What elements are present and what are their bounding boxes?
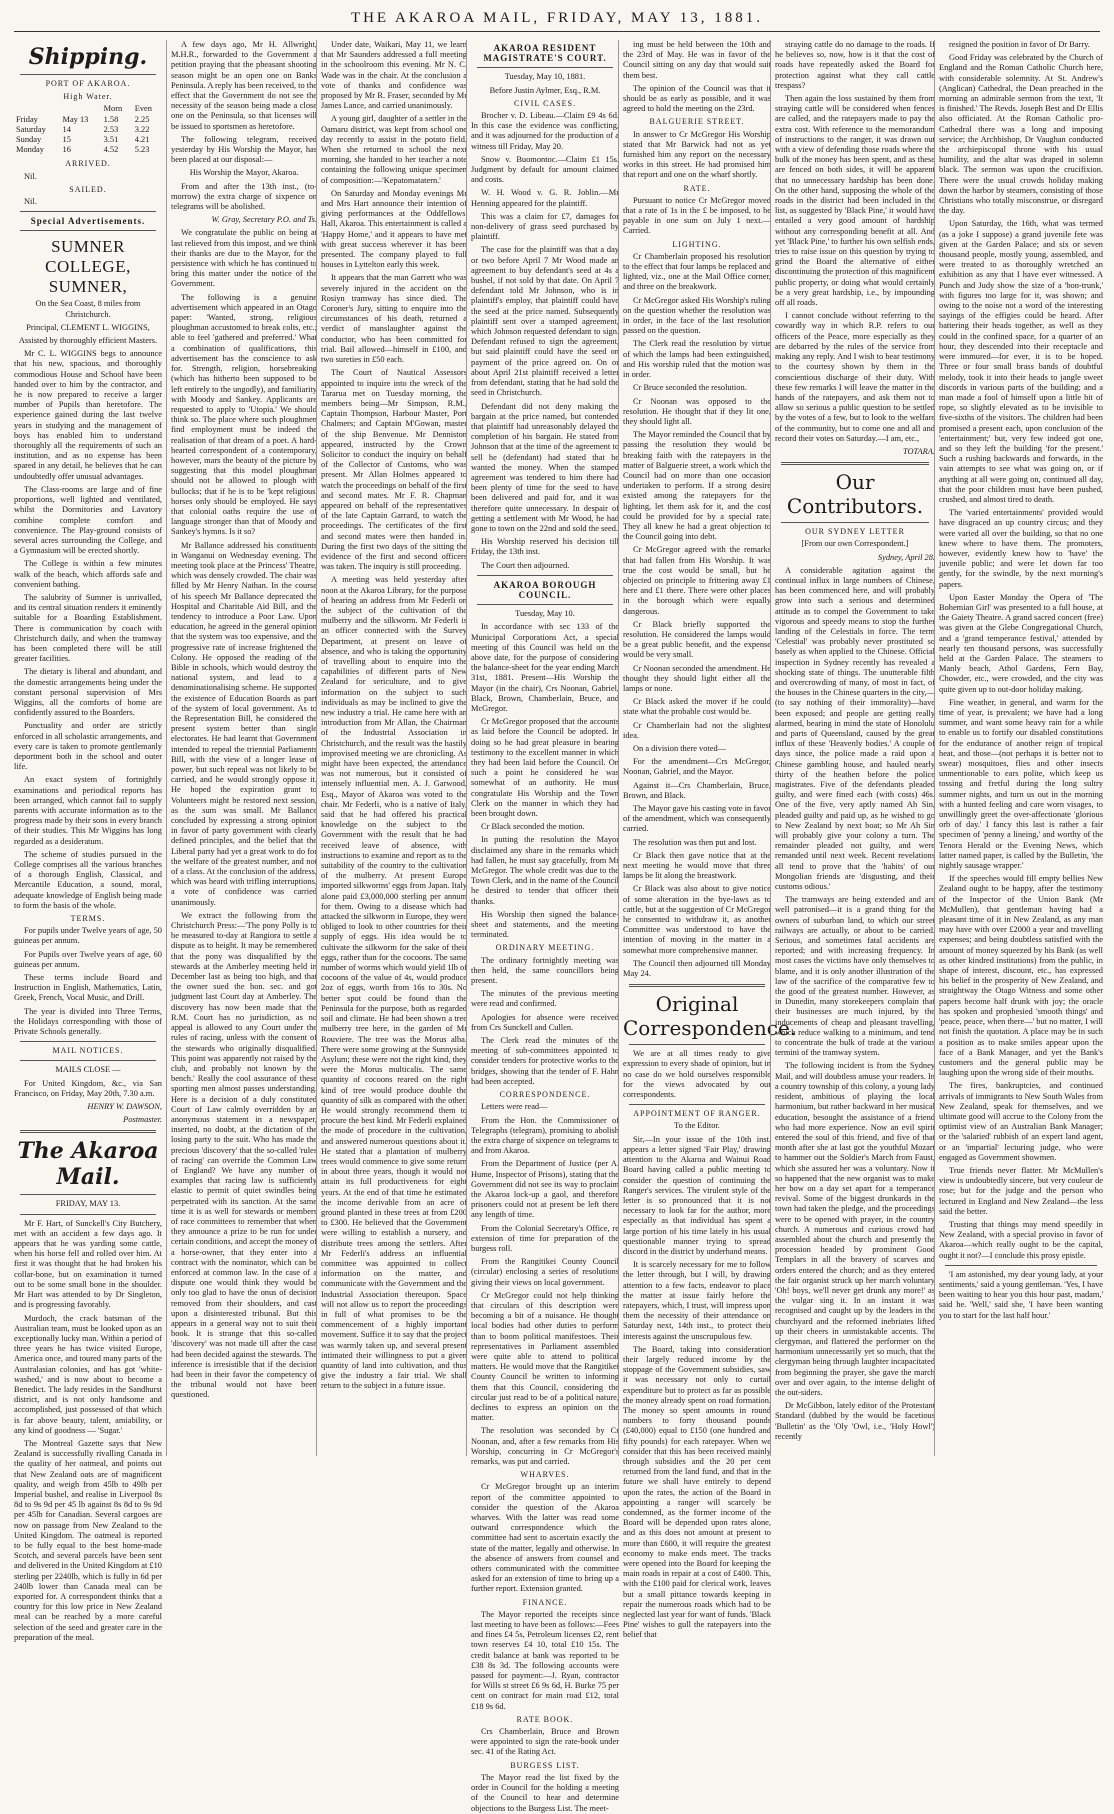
article-paragraph: His Worship the Mayor, Akaroa. — [189, 168, 299, 178]
college-assisted: Assisted by thoroughly efficient Masters. — [18, 336, 158, 346]
tide-row — [14, 115, 162, 125]
tide-cell: 2.53 — [103, 124, 119, 134]
divider — [477, 67, 613, 68]
article-paragraph: Then again the loss sustained by them from straying cattle will be considered when fences are called, and the ratepayers made to pay the extra cost. With reference to the memorandum of instructions to the ranger, it was drawn out with a view of defending those roads where the bulk of the money has been spent, and as these are fenced on both sides, it will be apparent that no unnecessary hardship has been done. On the other hand, supposing the whole of the roads in the district had been included in the list, as suggested by 'Black Pine,' it would have entailed a very good amount of hardship without any corresponding benefit at all. And yet 'Black Pine,' to further his own selfish ends, tries to raise issue on this question by trying to grind the Board the alternative of either discontinuing the protection of this magnificent public property, or doing what would certainly be a very great hardship, i.e., by impounding off all roads. — [775, 94, 935, 308]
divider — [20, 1060, 156, 1061]
shipping-heading: Shipping. — [28, 44, 148, 70]
article-paragraph: The salubrity of Sumner is unrivalled, and its central situation renders it eminently suitable for a Boarding Establishment. There is communication by coach with Christchurch daily, and when the tramway has been completed there will be still greater facilities. — [14, 592, 162, 664]
article-paragraph: Defendant did not deny making the bargain at the price named, but contended that plaintiff had unreasonably delayed the completion of his bargain. He stated from Johnson that at the time of the agreement to sell he (defendant) had stated that he wanted the money. When the stamped agreement was tendered to him there had been plenty of time for the seed to have been delivered and paid for, and it was therefore quite unnecessary. In despair of getting a settlement with Mr Wood, he had gone to town on the 22nd and sold the seed. — [471, 401, 619, 533]
article-paragraph: The Clerk read the resolution by virtue of which the lamps had been extinguished, and His worship ruled that the motion was in order. — [623, 339, 771, 380]
subheading: RATE. — [683, 183, 711, 193]
sailed-text: Nil. — [24, 197, 37, 207]
section-heading: AKAROA BOROUGH COUNCIL. — [493, 579, 597, 600]
article-paragraph: straying cattle do no damage to the roads. If he believes so, now, how is it that the cost of roads have repeatedly asked the Board for protection against what they call cattle trespass? — [775, 40, 935, 90]
article-paragraph: The Mayor read the list fixed by the order in Council for the holding a meeting of the Council to hear and determine objections to the Burgess List. The meet- — [471, 1772, 619, 1813]
tide-row — [14, 125, 162, 135]
tide-cell: 14 — [62, 124, 71, 134]
divider — [781, 462, 929, 465]
tide-header-row — [14, 104, 162, 114]
article-paragraph: From the Department of Justice (per A. Hume, Inspector of Prisons), stating that the Government did not see its way to proclaim the Akaroa lock-up a gaol, and therefore prisoners could not at present be left there any length of time. — [471, 1159, 619, 1220]
divider — [629, 1044, 765, 1045]
subheading: OUR SYDNEY LETTER — [805, 527, 905, 537]
subheading: WHARVES. — [520, 1470, 570, 1480]
article-paragraph: The 'varied entertainments' provided would have disgraced an up country circus; and they were varied all over the building, so that no one knew where to have them. The promoters, however, evidently knew how to 'have' the juvenile public; and were let down far too gently, for the swindle, by the next morning's papers. — [939, 508, 1103, 589]
divider — [20, 1130, 156, 1133]
article-paragraph: It appears that the man Garrett who was severely injured in the accident on the Rosiyn tramway has since died. The Coroner's Jury, sitting to enquire into the circumstances of his death, returned a verdict of manslaughter against the conductor, who has been committed for trial. Bail allowed—himself in £100, and two sureties in £50 each. — [321, 273, 467, 365]
article-paragraph: The tramways are being extended and are well patronised—it is a grand thing for the owners of suburban land, to which our street railways are actually, or about to be carried. Serious, and sometimes fatal accidents are reported; and with increasing frequency. In most cases the victims have only themselves to blame, and it is only another illustration of the law of the sacrifice of the comparative few to the good of the greatest number. However, as in Dunedin, many storekeepers complain that their businesses are much injured, by the inducements of cheap and pleasant travelling, which reduce walking to a minimum, and tend to concentrate the bulk of trade at the various termini of the tramway system. — [775, 895, 935, 1058]
article-paragraph: From the Rangitikei County Council (circular) enclosing a series of resolutions giving their views on local government. — [471, 1257, 619, 1287]
article-paragraph: For pupils under Twelve years of age, 50 guineas per annum. — [14, 926, 162, 946]
article-paragraph: Fine weather, in general, and warm for the time of year, is prevalent; we have had a long summer, and want some heavy rain for a while to enable us to fortify our disabled constitutions for the endurance of another reign of tropical heat, and those—(not perhaps it is better not to swear) mosquitoes, flies and other insects unmentionable to ears polite, which keep us tossing and fretful during the long sultry summer nights, and turn us out in the morning with a hunted feeling and care worn visages, to unwillingly greet the over-affectionate 'glorious orb of day.' I fancy this last is rather a fair specimen of 'penny a lineing,' and worthy of the Tenora Herald or the Evening News, which latter named paper, is called by the Bulletin, 'the nightly sausage wrapper.' — [939, 697, 1103, 871]
postmaster-name: HENRY W. DAWSON, — [87, 1102, 162, 1112]
tide-header-cell: Morn — [103, 104, 123, 114]
article-paragraph: We are at all times ready to give expression to every shade of opinion, but in no case do we hold ourselves responsible for the views advocated by our correspondents. — [623, 1049, 771, 1100]
article-paragraph: The College is within a few minutes walk of the beach, which affords safe and convenient bathing. — [14, 559, 162, 589]
subheading: ORDINARY MEETING. — [495, 943, 595, 953]
article-paragraph: Cr Chamberlain had not the slightest idea. — [623, 720, 771, 740]
subheading: LIGHTING. — [672, 239, 722, 249]
article-paragraph: Murdoch, the crack batsman of the Australian team, must be looked upon as an exceptionally lucky man. Within a period of three years he has twice visited Europe, America once, and toured many parts of the Australasian colonies, and has got 'white-washed,' and is now about to become a Benedict. The lady resides in the Sandhurst district, and is not only handsome and accomplished, just possessed of that which is far above beauty, talent, amiability, or any kind of goodness — 'Sugar.' — [14, 1313, 162, 1435]
article-paragraph: From the Hon. the Commissioner of Telegraphs (telegram), promising to abolish the extra charge of sixpence on telegrams to and from Akaroa. — [471, 1115, 619, 1156]
article-paragraph: A few days ago, Mr H. Allwright, M.H.R., forwarded to the Government a petition praying that the pheasant shooting season might be an open one on Banks Peninsula. A reply has been received, to the effect that the Government do not see the necessity of the season being made a close one on the Peninsula, so that licenses will be issued to sportsmen as heretofore. — [171, 40, 317, 131]
signature: W. Gray, Secretary P.O. and Ts. — [211, 215, 317, 225]
column-5 — [618, 40, 797, 1640]
article-paragraph: If the speeches would fill empty bellies New Zealand ought to be happy, after the testimony of the Inspector of the Union Bank (Mr McMullen), that gentleman having had a pleasant time of it in New Zealand, as any man may have with over £2000 a year and travelling expenses; and being doubtless satisfied with the amount of money squeezed by his Bank (as well as other kindred institutions) from the public, in shape of interest, discount, etc., has expressed his belief in the prosperity of New Zealand, and straightway the Otago Witness and some other papers become half drunk with joy; the oracle has spoken and prophesied 'smooth things' and 'peace, peace, when there—' but no matter, I will not finish the quotation. A place may be in such a position as to make smiles appear upon the face of a Bank Manager, and yet the Bank's customers and the general public may be laughing upon the wrong side of their mouths. — [939, 874, 1103, 1078]
article-paragraph: Cr McGregor brought up an interim report of the committee appointed to consider the question of the Akaroa wharves. With the latter was read some outward correspondence which the committee had sent to ascertain exactly the state of the matter, legally and otherwise. In the absence of answers from counsel and others communicated with the committee asked for an extension of time to bring up a further report. Extension granted. — [471, 1482, 619, 1594]
article-paragraph: The following incident is from the Sydney Mail, and will doubtless amuse your readers. In a country township of this colony, a young lady resident, ambitious of playing the local harmonium, but rather backward in her musical education, besought the assistance of a friend who had more experience. Now an evil spirit entered the soul of this friend, and five of that month after she at last got the youthful Mozart to hammer out the Soldier's March from Faust, which she assured her was a voluntary. Now it so happened that the new organist was to make her bow on a day set apart for a temperance revival. Some of the biggest drunkards in the town had taken the pledge, and the proceedings were to be opened with prayer, in the country church. A numerous and curious crowd had assembled about the church and presently the procession headed by prominent Good Templars in all the bravery of scarves and orders entered the church; and as they entered the fair organist struck up her march voluntary 'Oh! boys, we'll never get drunk any more!' as the vulgar sing it. In an instant it was recognised and caught up by the leaders in the churchyard and the reformed inebriates lifted up their cheers in unmistakable accents. The clergyman, and flattered the performer on the harmonium unnecessarily yet so much, that the clergyman being through laughter incapacitated from beginning the prayer, she gave the march over and over again, to the intense delight of the out-siders. — [775, 1061, 935, 1397]
divider — [20, 1041, 156, 1042]
arrived-heading: ARRIVED. — [65, 159, 111, 169]
column-4 — [466, 40, 619, 1813]
tide-row — [14, 145, 162, 155]
tide-cell: Saturday — [16, 124, 46, 134]
article-paragraph: From the Colonial Secretary's Office, re extension of time for preparation of the burgess roll. — [471, 1223, 619, 1253]
article-paragraph: We congratulate the public on being at last relieved from this impost, and we think their thanks are due to the Mayor, for the persistence with which he has continued to bring this matter under the notice of the Government. — [171, 228, 317, 289]
subheading: APPOINTMENT OF RANGER. — [633, 1109, 761, 1119]
our-contributors-heading: Our Contributors. — [786, 470, 924, 519]
article-paragraph: A considerable agitation against the continual influx in large numbers of Chinese, has been commenced here, and will probably grow into such a serious and determined attitude as to compel the Government to take vigorous and speedy means to stop the further landing of the Celestials in force. The term 'Celestial' was probably never prostituted so basely as when applied to the Chinese. Official inspection in Sydney recently has revealed a shocking state of things. The unutterable filth and overcrowding of many, of most in fact, of the houses in the Chinese quarters in the city,—(to say nothing of their immorality)—have been exposed; and people are getting really alarmed, bearing in mind the state of Honolulu and parts of Queensland, caused by the great influx of these 'Heavenly bodies.' A couple of days since, the police made a raid upon a Chinese gambling house, and hauled nearly thirty of the heathen before the police magistrates. Five of the defendants pleaded guilty, and were fined each (with costs) 46s. One of the five, very aptly named Ah Sin, pleaded guilty and paid up, as he wished to go to New Zealand by next boat; so Mr Ah Sin will probably give your colony a turn. The remainder pleaded not guilty, and were remanded until next week. Recent revelations all tend to prove that the 'habits' of our Mongolian friends are 'disgusting, and their customs odious.' — [775, 565, 935, 892]
high-water-heading: High Water. — [63, 92, 113, 102]
subheading: CORRESPONDENCE. — [499, 1090, 591, 1100]
subheading: FINANCE. — [522, 1597, 568, 1607]
article-paragraph: The Montreal Gazette says that New Zealand is successfully rivalling Canada in the quality of her oatmeal, and points out that New Zealand oats are of magnificent quality, and weigh from 45lb to 49lb per Imperial bushel, and realise in Liverpool 8s 8d to 9s 9d per 45 lb against 8s 8d to 9s 9d per 45lb for Canadian. Several cargoes are now on passage from New Zealand to the United Kingdom. The oatmeal is reported to be fully equal to the best home-made Scotch, and several parcels have been sent and delivered in the United Kingdom at £10 sterling per 2240lb, which is fully in 6d per 240lb lower than Canada meal can be exported for. A correspondent thinks that a country for this low price in New Zealand meal can be reached by a more careful selection of the seed and greater care in the preparation of the meal. — [14, 1438, 162, 1642]
article-paragraph: Mr F. Hart, of Sunckell's City Butchery, met with an accident a few days ago. It appears that he was yarding some cattle, when his horse fell and rolled over him. At first it was thought that he had broken his collar-bone, but on examination it turned out to be some small bone in the shoulder. Mr Hart was attended to by Dr Singleton, and is progressing favorably. — [14, 1218, 162, 1310]
article-paragraph: Mr C. L. WIGGINS begs to announce that his new, spacious, and thoroughly commodious House and School have been handed over to him by the contractor, and he is now prepared to receive a larger number of Pupils than heretofore. The experience gained during the last twelve years in studying and the management of boys has enabled him to understand thoroughly all the requirements of such an institution, and as no expense has been spared in any detail, he believes that he can undoubtedly offer unusual advantages. — [14, 349, 162, 481]
mails-close: MAILS CLOSE — — [55, 1065, 121, 1075]
article-paragraph: Cr McGregor agreed with the remarks that had fallen from His Worship. It was true the cost would be small, but he objected on principle to frittering away £1 here and £1 there. There were other places in the borough which were equally dangerous. — [623, 545, 771, 616]
article-paragraph: Cr Black briefly supported the resolution. He considered the lamps would be a great public benefit, and the expense would be very small. — [623, 619, 771, 660]
article-paragraph: Cr Noonan seconded the amendment. He thought they should light either all the lamps or none. — [623, 663, 771, 693]
tide-cell: 3.51 — [103, 135, 119, 145]
column-6 — [770, 40, 935, 1456]
divider — [20, 211, 156, 212]
article-paragraph: Apologies for absence were received from Crs Sunckell and Cullen. — [471, 1012, 619, 1032]
tide-cell: 4.21 — [134, 135, 150, 145]
subheading: BURGESS LIST. — [510, 1760, 580, 1770]
tide-cell: 4.52 — [103, 145, 119, 155]
college-subtitle: On the Sea Coast, 8 miles from Christchurch. — [35, 299, 141, 319]
terms-heading: TERMS. — [70, 914, 106, 924]
article-paragraph: Trusting that things may mend speedily in New Zealand, with a special proviso in favor of Akaroa—which really ought to be the capital, ought it not?—I conclude this prosy epistle. — [939, 1219, 1103, 1260]
article-paragraph: In putting the resolution the Mayor disclaimed any share in the remarks which had fallen, he must say gracefully, from Mr McGregor. The whole credit was due to the Town Clerk, and in the name of the Council he desired to tender that officer their thanks. — [471, 835, 619, 906]
article-paragraph: The following telegram, received yesterday by His Worship the Mayor, has been placed at our disposal:— — [171, 134, 317, 165]
article-paragraph: The Class-rooms are large and of fine proportions, well lighted and ventilated, whilst the Dormitories and Lavatory combine complete comfort and convenience. The Play-ground consists of several acres surrounding the College, and a Gymnasium will be erected shortly. — [14, 484, 162, 556]
article-paragraph: Cr Black asked the mover if he could state what the probable cost would be. — [623, 697, 771, 717]
column-2 — [166, 40, 317, 1456]
article-paragraph: The Court of Nautical Assessors appointed to inquire into the wreck of the Tararua met on Tuesday morning, the members being—Mr Simpson, R.M., Captain Thompson, Harbour Master, Port Chalmers; and Captain M'Gowan, master of the ship Benvenue. Mr Denniston appeared, instructed by the Crown Solicitor to conduct the inquiry on behalf of the Collector of Customs, who was present. Mr Allan Holmes appeared to watch the proceedings on behalf of the first and second mates. Mr F. R. Chapman appeared on behalf of the representatives of the late Captain Garrard, to watch the proceedings. The certificates of the first and second mates were then handed in. During the first two days of the sitting the evidence of the first and second officers was taken. The inquiry is still proceeding. — [321, 368, 467, 572]
article-paragraph: Upon Easter Monday the Opera of 'The Bohemian Girl' was presented to a full house, at the Gaiety Theatre. A grand sacred concert (free) was given at the Glebe Congregational Church, and a 'grand temperance festival,' attended by nearly ten thousand persons, was successfully held at the Garden Palace. The steamers to Manly beach, Athol Gardens, Fern Bay, Chowder, etc., were crowded, and the city was quite given up to out-door holiday making. — [939, 592, 1103, 694]
article-paragraph: Cr Bruce seconded the resolution. — [633, 383, 747, 393]
article-paragraph: Punctuality and order are strictly enforced in all scholastic arrangements, and every care is taken to promote gentlemanly deportment both in the school and outer life. — [14, 721, 162, 772]
article-paragraph: The following is a genuine advertisement which appeared in an Otago paper: 'Wanted, strong, religious ploughman accustomed to break colts, etc.; able to feel 'gathered and preferred.' What a combination of qualifications, this advertisement has the conscience to ask for. Strength, religion, horsebreaking (which has hitherto been supposed to be left entirely to the ungodly), and familiarity with Moody and Sankey. Applicants are requested to apply to 'Utopia.' We should think so. The place where such ploughmen find employment must be indeed the realisation of that dream of a poet. A hard-hearted correspondent of a contemporary, however, mars the beauty of the picture by suggesting that this model ploughman should not be allowed to plough with bullocks; that if he is to be 'kept religious' horses only should be employed. He says that colonial oaths require the use of language stronger than that of Moody and Sankey's hymns. Is it so? — [171, 292, 317, 537]
article-paragraph: His Worship then signed the balance-sheet and statements, and the meeting terminated. — [471, 909, 619, 940]
article-paragraph: Cr McGregor asked His Worship's ruling on the question whether the resolution was in order, in the face of the last resolution passed on the question. — [623, 295, 771, 336]
divider — [20, 1194, 156, 1195]
date-line: FRIDAY, MAY 13. — [55, 1199, 121, 1209]
article-paragraph: Crs Chamberlain, Bruce and Brown were appointed to sign the rate-book under sec. 41 of the Rating Act. — [471, 1727, 619, 1757]
article-paragraph: The fires, bankruptcies, and continued arrivals of immigrants to New South Wales from New Zealand, speak for themselves, and we ultimate good will accrue to the Colony from the optimist view of an Australian Bank Manager; or the 'salaried' rubbish of an expert land agent, or an 'impartial' lecturing judge, who were engaged as Government showmen. — [939, 1081, 1103, 1162]
paper-title: The Akaroa Mail. — [17, 1138, 159, 1191]
article-paragraph: Cr McGregor could not help thinking that circulars of this description were becoming a bit of a nuisance. He thought local bodies had other duties to perform than to boom political manifestoes. Their representatives in Parliament assembled were quite able to attend to political matters. He would move that the Rangitikei County Council be written to informing them that this Council, considering the circular just read to be of a political nature, declines to express an opinion on the matter. — [471, 1290, 619, 1423]
article-paragraph: True friends never flatter. Mr McMullen's view is undoubtedly sincere, but very couleur de rose; but for the judge and the person who lectured in England and New Zealand—the less said the better. — [939, 1165, 1103, 1216]
tide-header-cell — [61, 104, 102, 114]
college-principal: Principal, CLEMENT L. WIGGINS, — [26, 322, 150, 332]
newspaper-columns — [14, 40, 1103, 1813]
tide-cell: Monday — [16, 145, 44, 155]
article-paragraph: The minutes of the previous meeting were read and confirmed. — [471, 989, 619, 1009]
tide-header-cell: Even — [134, 104, 152, 114]
article-paragraph: The Mayor reported the receipts since last meeting to have been as follows:—Fees and fines £4 5s, Petroleum licenses £2, rent town reserves £4 10, total £10 15s. The credit balance at bank was reported to be £38 8s 3d. The following accounts were passed for payment:—J. Ryan, contractor for Wills st street £6 9s 6d, H. Burke 75 per cent on contract for main road £12, total £18 9s 6d. — [471, 1609, 619, 1711]
article-paragraph: On Saturday and Monday evenings Mr and Mrs Hart announce their intention of giving performances at the Oddfellows' Hall, Akaroa. This entertainment is called a 'Happy Home,' and it appears to have met with great success wherever it has been presented. The company played to full houses in Lyttelton early this week. — [321, 188, 467, 270]
article-paragraph: Cr Black seconded the motion. — [481, 822, 585, 832]
tide-cell: Friday — [16, 114, 38, 124]
article-paragraph: It is scarcely necessary for me to follow the letter through, but I will, by drawing attention to a few facts, endeavor to place the matter at issue fairly before the ratepayers, which, I trust, will impress upon them the necessity of their attendance on Saturday next, 14th inst., to protect their interests against the unscrupulous few. — [623, 1260, 771, 1341]
article-paragraph: The Mayor gave his casting vote in favor of the amendment, which was consequently carried. — [623, 804, 771, 834]
article-paragraph: The scheme of studies pursued in the College comprises all the various branches of a thorough English, Classical, and Mercantile Education, a sound, moral, adequate knowledge of English being made to form the basis of the whole. — [14, 849, 162, 910]
to-the-editor: To the Editor. — [674, 1121, 720, 1131]
special-ads-heading: Special Advertisements. — [30, 216, 146, 227]
article-paragraph: This was a claim for £7, damages for non-delivery of grass seed purchased by plaintiff. — [471, 211, 619, 242]
article-paragraph: An exact system of fortnightly examinations and periodical reports has been arranged, which cannot fail to supply parents with accurate information as to the progress made by their sons in every branch of their studies. This Mr Wiggins has long regarded as a desideratum. — [14, 775, 162, 846]
tide-cell: 2.25 — [134, 114, 150, 124]
column-1 — [14, 40, 162, 1642]
divider — [20, 1214, 156, 1215]
tide-cell: 16 — [62, 145, 71, 155]
article-paragraph: The Court then adjourned. — [481, 560, 570, 570]
divider — [781, 522, 929, 523]
divider — [629, 984, 765, 987]
dateline: Tuesday, May 10. — [515, 609, 575, 619]
tide-cell: May 13 — [62, 114, 89, 124]
article-paragraph: resigned the position in favor of Dr Barry. — [949, 40, 1090, 49]
article-paragraph: A young girl, daughter of a settler in the Oamaru district, was kept from school one day recently to assist in the potato field. When she returned to school the next morning, she handed to her teacher a note containing the following unique specimen of composition:—'Kepatomatatern.' — [321, 114, 467, 185]
article-paragraph: The Clerk read the minutes of the meeting of sub-committees appointed to consider tenders for protective works to the bridges, showing that the tender of F. Hahn had been accepted. — [471, 1036, 619, 1086]
tide-cell: 1.58 — [103, 114, 119, 124]
sailed-heading: SAILED. — [69, 184, 107, 194]
column-3 — [316, 40, 467, 1456]
divider — [477, 604, 613, 605]
article-paragraph: Upon Saturday, the 16th, what was termed (as a joke I suppose) a grand juvenile fete was given at the Garden Palace; and six or seven thousand people, mostly young, assembled, and were treated to as thoroughly wretched an exhibition as any that I have ever witnessed. A Punch and Judy show the size of a 'bon-trunk,' with figures too large for it, was shown; and owing to the noise not a word of the interesting sayings of the effigies could be heard. After battering their heads together, as well as they could in the confined space, for a quarter of an hour, they descended into their receptacle and were immured—for ever, it is to be hoped. Three or four small brass bands of doubtful melody, took it into their heads to jangle sweet discords in various parts of the building; and a man made a fool of himself upon a little bit of rope, so slightly elevated as to be invisible to five-sixths of the visitors. The children had been promised a present each, upon conclusion of the 'entertainment;' but, very few indeed got one, and so they left the building 'for the present.' Such a rushing backwards and forwards, in the vain attempts to see what was going on, or if anything at all were going on, continued all day, that the poor children must have been pushed, crushed, and almost tired to death. — [939, 219, 1103, 504]
article-paragraph: The ordinary fortnightly meeting was then held, the same councillors being present. — [471, 955, 619, 986]
article-paragraph: Cr Chamberlain proposed his resolution to the effect that four lamps be replaced and lighted, viz., one at the Mail Office corner, and three on the breakwork. — [623, 251, 771, 292]
mail-notices-heading: MAIL NOTICES. — [52, 1046, 124, 1056]
article-paragraph: Cr Noonan was opposed to the resolution. He thought that if they lit one, they should light all. — [623, 396, 771, 426]
subheading: BALGUERIE STREET. — [649, 117, 745, 127]
dateline: Tuesday, May 10, 1881. — [504, 72, 586, 82]
article-paragraph: Sir,—In your issue of the 10th inst. appears a letter signed 'Fair Play,' drawing attention to the Akaroa and Wainui Road Board having called a public meeting to consider the question of continuing the Ranger's services. The virulent style of the letter is so pronounced that it is not necessary to look far for the author, more especially as that individual has spent a large portion of his time lately in his usual questionable manner trying to spread discord in the district by underhand means. — [623, 1134, 771, 1256]
masthead-title: THE AKAROA MAIL, FRIDAY, MAY 13, 1881. — [350, 10, 764, 26]
article-paragraph: For the amendment—Crs McGregor, Noonan, Gabriel, and the Mayor. — [623, 757, 771, 777]
article-paragraph: Good Friday was celebrated by the Church of England and the Roman Catholic Church here, with considerable solemnity. At St. Andrew's (Anglican) Cathedral, the Dean preached in the morning an admirable sermon from the text, 'It is finished.' The Revds. Joseph Best and Dr Ellis also officiated. At the Roman Catholic pro-Cathedral there was a long and imposing service; the Archbishop, Dr Vaughan conducted the archiepiscopal throne with his usual humility, and the altar was draped in solemn black. The sermon was upon the crucifixion. There were the usual crowds holiday making down the harbor by steamers, consisting of those Christians who totally misconstrue, or disregard the day. — [939, 53, 1103, 216]
tide-header-cell — [14, 104, 61, 114]
article-paragraph: Against it—Crs Chamberlain, Bruce, Brown, and Black. — [623, 780, 771, 800]
column-7 — [934, 40, 1103, 1456]
article-paragraph: The Board, taking into consideration their largely reduced income by the stoppage of the Government subsidies, saw it was necessary not only to curtail expenditure but to protect as far as possible the money already spent on road formation. The money so spent amounts in round numbers to forty thousand pounds (£40,000) equal to £150 (one hundred and fifty pounds) for each ratepayer. When we consider that this has been received mainly through subsidies and the 20 per cent returned from the land fund, and that in the future we shall have entirely to depend upon the rates, the action of the Board in appointing a ranger will scarcely be condemned, as the former income of the Board will be depended upon rates alone, and as this does not amount at present to more than £600, it will require the greatest economy to make ends meet. The tracks were opened into the Board for keeping the main roads in repair at a cost of £400. This, with the £100 paid for clerical work, leaves but a small pittance towards keeping in repair the numerous roads which had to be neglected last year for want of funds. 'Black Pine' wishes to gull the ratepayers into the belief that — [623, 1344, 771, 1640]
article-paragraph: The year is divided into Three Terms, the Holidays corresponding with those of Private Schools generally. — [14, 1006, 162, 1037]
tide-cell: 15 — [62, 135, 71, 145]
article-paragraph: We extract the following from the Christchurch Press:—'The pony Polly is to be measured to-day at Rangiora to settle a dispute as to height. It may be remembered that the pony was disqualified by the stewards at the Amberley meeting held in December last as being too high, and that the owner sued the hon. sec. and got judgment last Court day at Amberley. The discovery has now been made that the R.M. Court has no jurisdiction, as no appeal is allowed to any Court under the rules of racing, unless with the consent of the stewards who originally disqualified. This point was apparently not raised by the club, and probably not known by the bench.' Really the cool assurance of these sporting men almost passes understanding. Here is a decision of a duly constituted Court of Law calmly overridden by an anonymous statement in a newspaper, inserted, no doubt, at the dictation of the losing party to the suit. Who has made the precious 'discovery' that the so-called 'rules of racing' can override the Common Law of England? We have any number of examples that racing law is sufficiently elastic to permit of quiet swindles being perpetrated with its sanction. At the same time it is as well for stewards or members of race committees to remember that when they announce a prize to be run for under certain conditions, and accept the money of a horse-owner, that they enter into a contract with the nominator, which can be enforced at common law. In the case of a dispute one would think they would be only too glad to have the onus of decision removed from their shoulders, and cast upon a disinterested tribunal. But this appears in a general way not to suit their book. It is strange that this so-called 'discovery' was not made till after the case had been decided against the stewards. The inference is irresistible that if the decision had been in their favor the competency of the tribunal would not have been questioned. — [171, 910, 317, 1400]
article-paragraph: The opinion of the Council was that it should be as early as possible, and it was agreed to hold the meeting on the 23rd. — [623, 83, 771, 114]
article-paragraph: A meeting was held yesterday after noon at the Akaroa Library, for the purpose of hearing an address from Mr Federli on the subject of the cultivation of the mulberry and the silkworm. Mr Federli is an officer connected with the Survey Department, at present on leave of absence, and who is taking the opportunity of travelling about to enquire into the capabilities of different parts of New Zealand for sericulture, and to give information on the subject to such individuals as may be inclined to give the new industry a trial. He came here with an introduction from Mr Allan, the Chairman of the Industrial Association in Christchurch, and the result was the hastily improvised meeting we are chronicling. As might have been expected, the attendance was not numerous, but it consisted of intensely influential men. A. J. Garwood, Esq., Mayor of Akaroa was voted to the chair. Mr Federli, who is a native of Italy, said that he had offered his practical knowledge on the subject to the Government with the result that he had received leave of absence, with instructions to examine and report as to the suitability of the country to the cultivation of the mulberry. At present Europe imported silkworms' eggs from Japan. Italy alone paid £3,000,000 sterling per annum for them. Owing to a disease which had attacked the silkworm in Europe, they were obliged to look to other countries for their supply of eggs. His idea would be to cultivate the silkworm for the sake of their eggs, rather than for the cocoons. The same number of worms which would yield 1lb of cocoons of the value of 4s, would produce 2oz of eggs, worth from 16s to 30s. No better spot could be found than the Peninsula for the purpose, both as regarded soil and climate. He had been shown a tree mulberry tree here, in the garden of Mr Rouviere. The tree was the Morus alba. There were some growing at the Sunnyside Asylum; these were not the right kind, they were the Morus multicalis. The same quantity of cocoons reared on the right kind of tree would produce double the quantity of silk as compared with the other. He would strongly recommend them to procure the best kind. Mr Federli explained the mode of procedure in the cultivation, and answered numerous questions about it. He stated that a plantation of mulberry trees would commence to give some return in about three years, though it would not attain its full productiveness for eight years. At the end of that time he estimated the income derivable from an acre of ground planted in these trees at from £200 to £300. He believed that the Government were willing to establish a nursery, and distribute trees among the settlers. After Mr Federli's address an influential committee was appointed to collect information on the matter, and communicate with the Government and the Industrial Association thereupon. Space will not allow us to report the proceedings in full of what promises to be the commencement of a highly important movement. Suffice it to say that the project was warmly taken up, and several present intimated their willingness to put a given quantity of land into cultivation, and thus give the industry a fair trial. We shall return to the subject in a future issue. — [321, 575, 467, 1391]
article-paragraph: The Mayor reminded the Council that by passing the resolution they would be breaking faith with the ratepayers in the matter of Balguerie street, a work which the Council had on more than one occasion undertaken to perform. If a strong desire existed among the ratepayers for the lighting, let them ask for it, and the cost could be provided for by a special rate. They all knew he had a great objection to the Council going into debt. — [623, 430, 771, 542]
subheading: RATE BOOK. — [516, 1714, 574, 1724]
article-paragraph: Cr Black then gave notice that at the next meeting he would move that three lamps be lit along the breastwork. — [623, 850, 771, 881]
divider — [629, 1104, 765, 1105]
article-paragraph: Pursuant to notice Cr McGregor moved that a rate of 1s in the £ be imposed, to be payable in one sum on July 1 next.—Carried. — [623, 195, 771, 236]
article-paragraph: The resolution was seconded by Cr Noonan, and, after a few remarks from His Worship, concurring in Cr McGregor's remarks, was put and carried. — [471, 1426, 619, 1466]
article-paragraph: For United Kingdom, &c., via San Francisco, on Friday, May 20th, 7.30 a.m. — [14, 1078, 162, 1098]
divider — [20, 230, 156, 231]
divider — [20, 74, 156, 75]
article-paragraph: These terms include Board and Instruction in English, Mathematics, Latin, Greek, French, Vocal Music, and Drill. — [14, 973, 162, 1003]
article-paragraph: Dr McGibbon, lately editor of the Protestant Standard (dubbed by the would be facetious 'Bulletin' as the 'Oly 'Owl, i.e., 'Holy Howl') recently — [775, 1401, 935, 1441]
article-paragraph: W. H. Wood v. G. R. Joblin.—Mr Henning appeared for the plaintiff. — [471, 188, 619, 208]
article-paragraph: Brocher v. D. Libeau.—Claim £9 4s 6d. In this case the evidence was conflicting, and it was adjourned for the production of a witness till Friday, May 20. — [471, 111, 619, 151]
dateline: Sydney, April 28. — [877, 552, 935, 562]
own-correspondent: [From our own Correspondent.] — [801, 539, 909, 549]
article-paragraph: The dietary is liberal and abundant, and the domestic arrangements being under the constant personal supervision of Mrs Wiggins, all the comforts of home are confidently assured to the Boarders. — [14, 667, 162, 718]
article-paragraph: His Worship reserved his decision till Friday, the 13th inst. — [471, 537, 619, 557]
article-paragraph: Cr Black was also about to give notice of some alteration in the bye-laws as to cattle, but at the suggestion of Cr McGregor he consented to withdraw it, as another Committee was understood to have the intention of moving in the matter in a somewhat more comprehensive manner. — [623, 884, 771, 955]
article-paragraph: On a division there voted— — [633, 744, 727, 753]
tide-cell: Sunday — [16, 135, 42, 145]
court-before: Before Justin Aylmer, Esq., R.M. — [489, 85, 601, 95]
divider — [477, 575, 613, 576]
article-paragraph: From and after the 13th inst., (to-morrow) the extra charge of sixpence on telegrams will be abolished. — [171, 181, 317, 212]
article-paragraph: In accordance with sec 133 of the Municipal Corporations Act, a special meeting of this Council was held on the above date, for the purpose of considering the balance-sheet for the year ending March 31st, 1881. Present—His Worship the Mayor (in the chair), Crs Noonan, Gabriel, Black, Brown, Chamberlain, Bruce, and McGregor. — [471, 622, 619, 713]
postmaster-title: Postmaster. — [123, 1115, 162, 1125]
tide-row — [14, 135, 162, 145]
article-paragraph: Mr Ballance addressed his constituents in Wanganui on Wednesday evening. The meeting took place at the Princess' Theatre, which was densely crowded. The chair was filled by Mr Henry Nathan. In the course of his speech Mr Ballance deprecated the Hospital and Charitable Aid Bill, and the tendency to introduce a Poor Law. Upon education, he agreed in the general opinion that the system was too expensive, and the progressive rate of increase frightened the Colony. He opposed the reading of the Bible in schools, which would destroy the national system, and lead to a denominationalising scheme. He supported the existence of Education Boards as part of the system of local government. As to the Representation Bill, he considered the present system better than single electorates. He had learnt that Government intended to repeal the triennial Parliaments Bill, with the view of a longer lease of power, but such repeal was not likely to be carried, and he would strongly oppose it. He hoped the expiration grant to Volunteers might be restored next session, as the sum was small. Mr Ballance concluded by expressing a strong opinion in favor of party government with clearly defined principles, and the belief that the Liberal party had yet a great work to do for the welfare of the greatest number, and not of a class. At the conclusion of the address, which was heard with trifling interruptions, a vote of confidence was carried unanimously. — [171, 540, 317, 907]
original-correspondence-heading: Original Correspondence. — [623, 992, 797, 1041]
tide-cell: 5.23 — [134, 145, 150, 155]
article-paragraph: For Pupils over Twelve years of age, 60 guineas per annum. — [14, 949, 162, 969]
article-paragraph: The Council then adjourned till Monday May 24. — [623, 958, 771, 979]
article-paragraph: Snow v. Buomontoc.—Claim £1 15s. Judgment by default for amount claimed and costs. — [471, 154, 619, 185]
signature: TOTARA. — [902, 446, 935, 456]
masthead — [0, 0, 1114, 36]
college-name: SUMNER COLLEGE, SUMNER, — [45, 237, 131, 297]
section-heading: AKAROA RESIDENT MAGISTRATE'S COURT. — [483, 43, 607, 64]
subheading: CIVIL CASES. — [514, 98, 576, 108]
article-paragraph: The resolution was then put and lost. — [633, 837, 757, 847]
article-paragraph: I cannot conclude without referring to the cowardly way in which R.P. refers to our officers of the Peace, more especially as they are debarred by the rules of the service from making any reply. And I wish to bear testimony to the courtesy shown by them in the conscientious discharge of their duty. With these few remarks I will leave the matter in the hands of the ratepayers, and ask them not to allow so serious a public question to be settled by the votes of a few, but to look to the welfare of the community, but to come one and all and record their votes on Saturday.—I am, etc., — [775, 311, 935, 443]
article-paragraph: Letters were read— — [481, 1102, 548, 1112]
article-paragraph: The case for the plaintiff was that a day or two before April 7 Mr Wood made an agreement to buy defendant's seed at 4s a bushel, if not sold by that date. On April 7 defendant told Mr Johnson, who is in plaintiff's employ, that plaintiff could have the seed at the price named. Subsequently plaintiff sent over a stamped agreement, which Johnson requested defendant to sign. Defendant refused to sign the agreement, but said plaintiff could have the seed on payment of the price agreed on. On or about April 21st plaintiff received a letter from defendant, stating that he had sold the seed in Christchurch. — [471, 245, 619, 398]
article-paragraph: Under date, Waikari, May 11, we learn that Mr Saunders addressed a full meeting in the schoolroom this evening. Mr N. C. Wade was in the chair. At the conclusion a vote of thanks and confidence was proposed by Mr R. Fraser, seconded by Mr James Lance, and carried unanimously. — [321, 40, 467, 111]
article-paragraph: 'I am astonished, my dear young lady, at your sentiments,' said a young gentleman. 'Yes, I have been waiting to hear you this hour past, madam,' said he. 'Well,' said she, 'I have been wanting you to start for the last half hour.' — [939, 1269, 1103, 1320]
article-paragraph: ing must be held between the 10th and the 23rd of May. He was in favor of the Council sitting on any day that would suit them best. — [623, 40, 771, 80]
article-paragraph: In answer to Cr McGregor His Worship stated that Mr Barwick had not as yet furnished him any report on the necessary works in this street. He had promised him that report and one on the wharf shortly. — [623, 129, 771, 180]
article-paragraph: Cr McGregor proposed that the accounts as laid before the Council be adopted. In doing so he had great pleasure in bearing testimony to the excellent manner in which they had been laid before the Council. On such a point he considered he was somewhat of an authority. He must congratulate His Worship and the Town Clerk on the manner in which they had been brought down. — [471, 717, 619, 819]
divider — [945, 1265, 1097, 1266]
arrived-text: Nil. — [24, 171, 37, 181]
tide-cell: 3.22 — [134, 124, 150, 134]
tide-table — [14, 104, 162, 155]
port-heading: PORT OF AKAROA. — [45, 79, 131, 88]
